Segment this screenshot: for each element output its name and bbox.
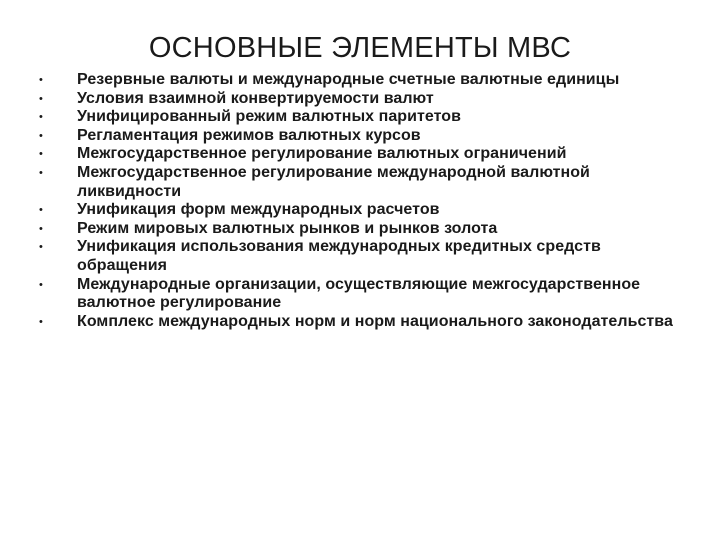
bullet-item-legal-norms	[36, 313, 676, 332]
bullet-text: Режим мировых валютных рынков и рынков золота	[77, 219, 498, 237]
bullet-item-currency-restrictions	[36, 145, 676, 164]
bullet-dot-icon: •	[39, 278, 43, 291]
bullet-text: Комплекс международных норм и норм национального законодательства	[77, 312, 673, 330]
bullet-item-settlement-forms	[36, 201, 676, 220]
bullet-dot-icon: •	[39, 166, 43, 179]
bullet-dot-icon: •	[39, 92, 43, 105]
bullet-text: Международные организации, осуществляющие межгосударственное валютное регулирование	[77, 275, 641, 312]
bullet-text: Резервные валюты и международные счетные валютные единицы	[77, 71, 620, 88]
bullet-item-currency-gold-markets	[36, 220, 676, 239]
bullet-text: Межгосударственное регулирование международной валютной ликвидности	[77, 163, 590, 200]
bullet-item-exchange-rate-regimes	[36, 127, 676, 146]
bullet-text: Унифицированный режим валютных паритетов	[77, 108, 462, 126]
bullet-text: Унификация использования международных кредитных средств обращения	[77, 238, 601, 274]
bullet-item-convertibility	[36, 90, 676, 109]
bullet-text: Унификация форм международных расчетов	[77, 201, 440, 219]
bullet-dot-icon: •	[39, 222, 43, 235]
bullet-dot-icon: •	[39, 204, 43, 217]
bullet-dot-icon: •	[39, 241, 43, 254]
bullet-dot-icon: •	[39, 148, 43, 161]
bullet-list	[36, 71, 676, 331]
slide-title: ОСНОВНЫЕ ЭЛЕМЕНТЫ МВС	[148, 32, 572, 64]
bullet-item-reserve-currencies	[36, 71, 676, 90]
bullet-text: Условия взаимной конвертируемости валют	[77, 89, 434, 107]
bullet-text: Межгосударственное регулирование валютных ограничений	[77, 145, 567, 163]
bullet-text: Регламентация режимов валютных курсов	[77, 126, 421, 144]
bullet-item-currency-liquidity	[36, 164, 676, 201]
bullet-dot-icon: •	[39, 111, 43, 124]
bullet-dot-icon: •	[39, 74, 43, 86]
bullet-dot-icon: •	[39, 129, 43, 142]
bullet-item-international-organizations	[36, 276, 676, 313]
bullet-dot-icon: •	[39, 315, 43, 328]
bullet-item-currency-parities	[36, 108, 676, 127]
bullet-item-credit-instruments	[36, 238, 676, 275]
